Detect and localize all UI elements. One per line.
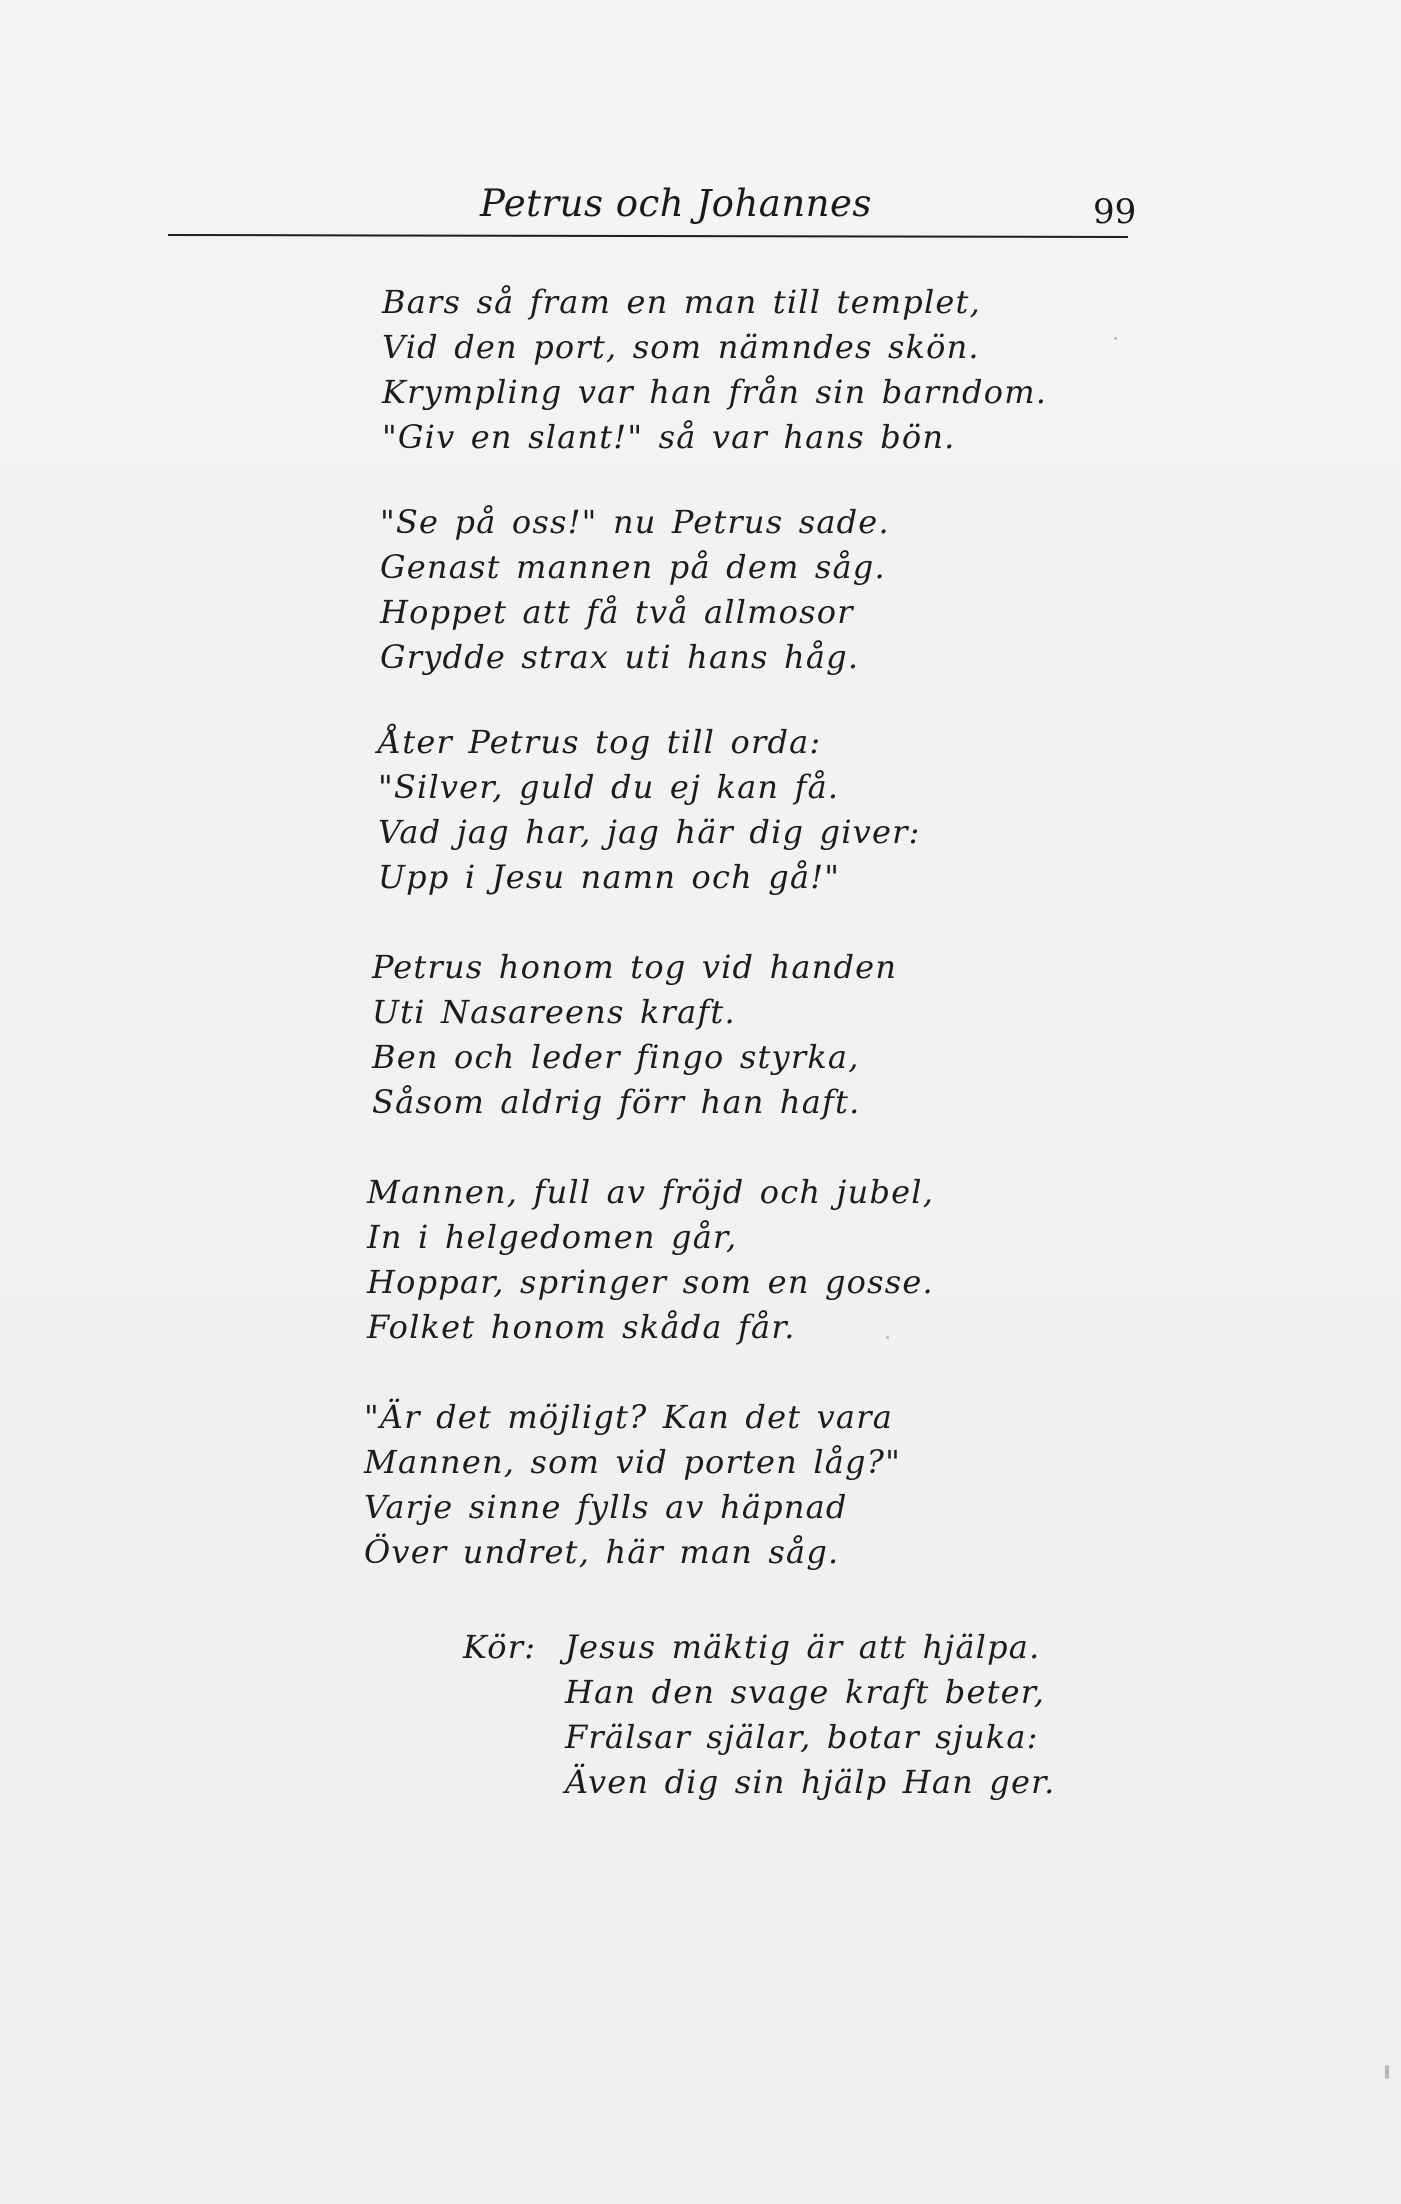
- verse-line: Såsom aldrig förr han haft.: [372, 1083, 861, 1121]
- paper-speck: [1114, 337, 1117, 340]
- verse-line: "Giv en slant!" så var hans bön.: [382, 418, 956, 456]
- stanza-5: [367, 1170, 934, 1350]
- verse-line: Över undret, här man såg.: [364, 1533, 840, 1571]
- running-title: Petrus och Johannes: [480, 182, 872, 225]
- verse-line: Krympling var han från sin barndom.: [382, 373, 1048, 411]
- verse-line: Uti Nasareens kraft.: [372, 993, 736, 1031]
- stanza-2: [380, 500, 890, 680]
- verse-line: In i helgedomen går,: [367, 1218, 738, 1256]
- verse-line: Hoppar, springer som en gosse.: [367, 1263, 934, 1301]
- verse-line: Varje sinne fylls av häpnad: [364, 1488, 848, 1526]
- chorus-line: Även dig sin hjälp Han ger.: [565, 1763, 1056, 1801]
- stanza-3: [378, 720, 921, 900]
- verse-line: Folket honom skåda får.: [367, 1308, 796, 1346]
- verse-line: Bars så fram en man till templet,: [382, 283, 981, 321]
- chorus-line: Frälsar själar, botar sjuka:: [565, 1718, 1039, 1756]
- verse-line: "Silver, guld du ej kan få.: [378, 768, 840, 806]
- paper-speck: [886, 1336, 889, 1339]
- verse-line: Ben och leder fingo styrka,: [372, 1038, 860, 1076]
- page-number: 99: [1093, 192, 1137, 232]
- chorus-line: Jesus mäktig är att hjälpa.: [565, 1628, 1041, 1666]
- chorus: [565, 1625, 1055, 1805]
- stanza-1: [382, 280, 1047, 460]
- verse-line: "Är det möjligt? Kan det vara: [364, 1398, 893, 1436]
- chorus-label: Kör:: [463, 1628, 537, 1666]
- verse-line: "Se på oss!" nu Petrus sade.: [380, 503, 890, 541]
- stanza-4: [372, 945, 897, 1125]
- verse-line: Mannen, som vid porten låg?": [364, 1443, 902, 1481]
- verse-line: Vad jag har, jag här dig giver:: [378, 813, 921, 851]
- verse-line: Petrus honom tog vid handen: [372, 948, 898, 986]
- verse-line: Åter Petrus tog till orda:: [378, 723, 822, 761]
- verse-line: Genast mannen på dem såg.: [380, 548, 886, 586]
- header-rule: [168, 234, 1128, 238]
- verse-line: Vid den port, som nämndes skön.: [382, 328, 980, 366]
- verse-line: Mannen, full av fröjd och jubel,: [367, 1173, 935, 1211]
- stanza-6: [364, 1395, 901, 1575]
- verse-line: Hoppet att få två allmosor: [380, 593, 854, 631]
- chorus-line: Han den svage kraft beter,: [565, 1673, 1046, 1711]
- verse-line: Grydde strax uti hans håg.: [380, 638, 860, 676]
- verse-line: Upp i Jesu namn och gå!": [378, 858, 841, 896]
- paper-speck: [1385, 2065, 1389, 2079]
